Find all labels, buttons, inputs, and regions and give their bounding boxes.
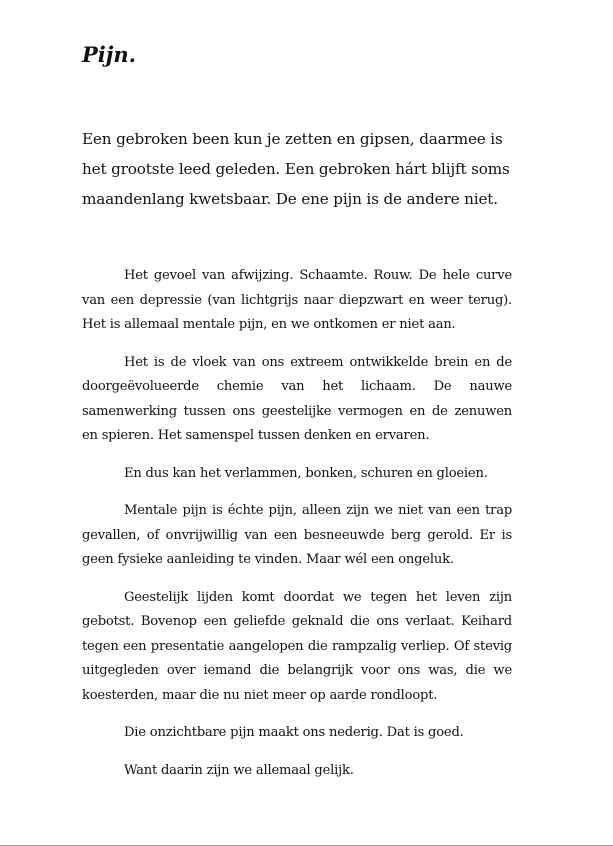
paragraph: Geestelijk lijden komt doordat we tegen het leven zijn gebotst. Bovenop een geliefde geknald die ons verlaat. Keihard tegen een presentatie aangelopen die rampzalig verliep. Of stevig uitgegleden over iemand die belangrijk voor ons was, die we koesterden, maar die nu niet meer op aarde rondloopt. [82,589,512,703]
paragraph: Mentale pijn is échte pijn, alleen zijn we niet van een trap gevallen, of onvrijwillig van een besneeuwde berg gerold. Er is geen fysieke aanleiding te vinden. Maar wél een ongeluk. [82,503,512,567]
body-text [82,264,512,796]
paragraph: Die onzichtbare pijn maakt ons nederig. Dat is goed. [124,725,464,740]
paragraph: Want daarin zijn we allemaal gelijk. [124,762,354,778]
paragraph: Het gevoel van afwijzing. Schaamte. Rouw. De hele curve van een depressie (van lichtgrijs naar diepzwart en weer terug). Het is allemaal mentale pijn, en we ontkomen er niet aan. [82,268,512,332]
chapter-title: Pijn. [82,42,136,67]
paragraph: En dus kan het verlammen, bonken, schuren en gloeien. [124,465,488,481]
paragraph: Het is de vloek van ons extreem ontwikkelde brein en de doorgeëvolueerde chemie van het lichaam. De nauwe samenwerking tussen ons geestelijke vermogen en de zenuwen en spieren. Het samenspel tussen denken en ervaren. [82,354,512,443]
chapter-intro: Een gebroken been kun je zetten en gipsen, daarmee is het grootste leed geleden. Een gebroken hárt blijft soms maandenlang kwetsbaar. De ene pijn is de andere niet. [82,130,510,208]
